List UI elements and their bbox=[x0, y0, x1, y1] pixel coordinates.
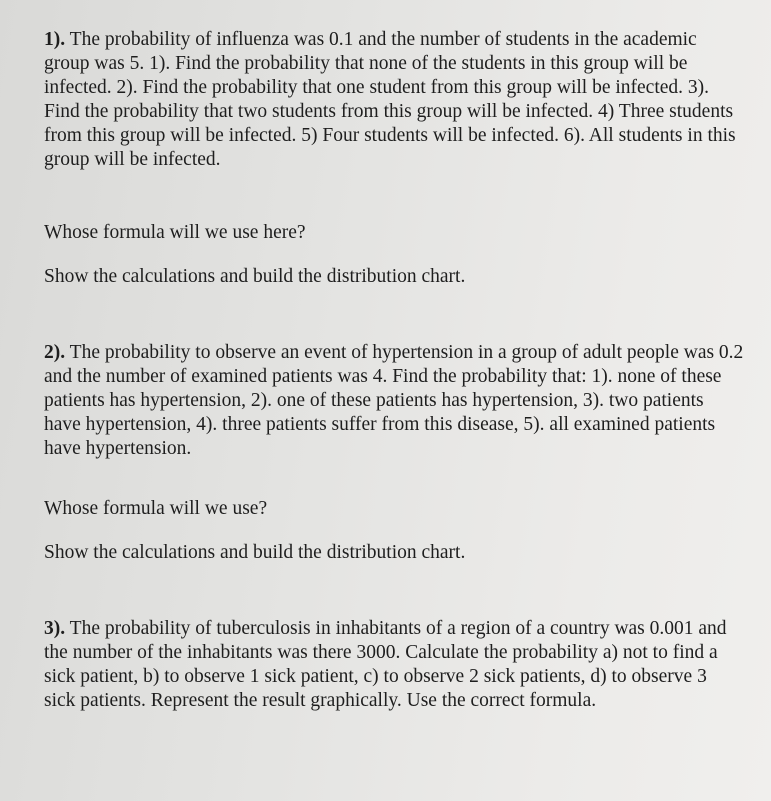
problem-3-number: 3). bbox=[44, 618, 66, 639]
problem-1-number: 1). bbox=[44, 29, 66, 50]
problem-1-text: The probability of influenza was 0.1 and the number of students in the academic group was 5. 1). Find the probability that none of the students in this group will be infected. 2). Find the probability that one student from this group will be infected. 3). Find the probability that two students from this group will be infected. 4) Three students from this group will be infected. 5) Four students will be infected. 6). All students in this group will be infected. bbox=[44, 29, 736, 170]
problem-2 bbox=[44, 341, 744, 461]
problem-2-number: 2). bbox=[44, 342, 66, 363]
problem-2-text: The probability to observe an event of hypertension in a group of adult people was 0.2 and the number of examined patients was 4. Find the probability that: 1). none of these patients has hypertension, 2). one of these patients has hypertension, 3). two patients have hypertension, 4). three patients suffer from this disease, 5). all examined patients have hypertension. bbox=[44, 342, 744, 459]
problem-1 bbox=[44, 28, 744, 172]
problem-3 bbox=[44, 617, 734, 713]
problem-3-text: The probability of tuberculosis in inhabitants of a region of a country was 0.001 and the number of the inhabitants was there 3000. Calculate the probability a) not to find a sick patient, b) to observe 1 sick patient, c) to observe 2 sick patients, d) to observe 3 sick patients. Represent the result graphically. Use the correct formula. bbox=[44, 618, 727, 711]
problem-2-instruction: Show the calculations and build the distribution chart. bbox=[44, 542, 466, 563]
problem-1-instruction: Show the calculations and build the distribution chart. bbox=[44, 266, 466, 287]
problem-1-question: Whose formula will we use here? bbox=[44, 222, 306, 243]
problem-2-question: Whose formula will we use? bbox=[44, 498, 268, 519]
